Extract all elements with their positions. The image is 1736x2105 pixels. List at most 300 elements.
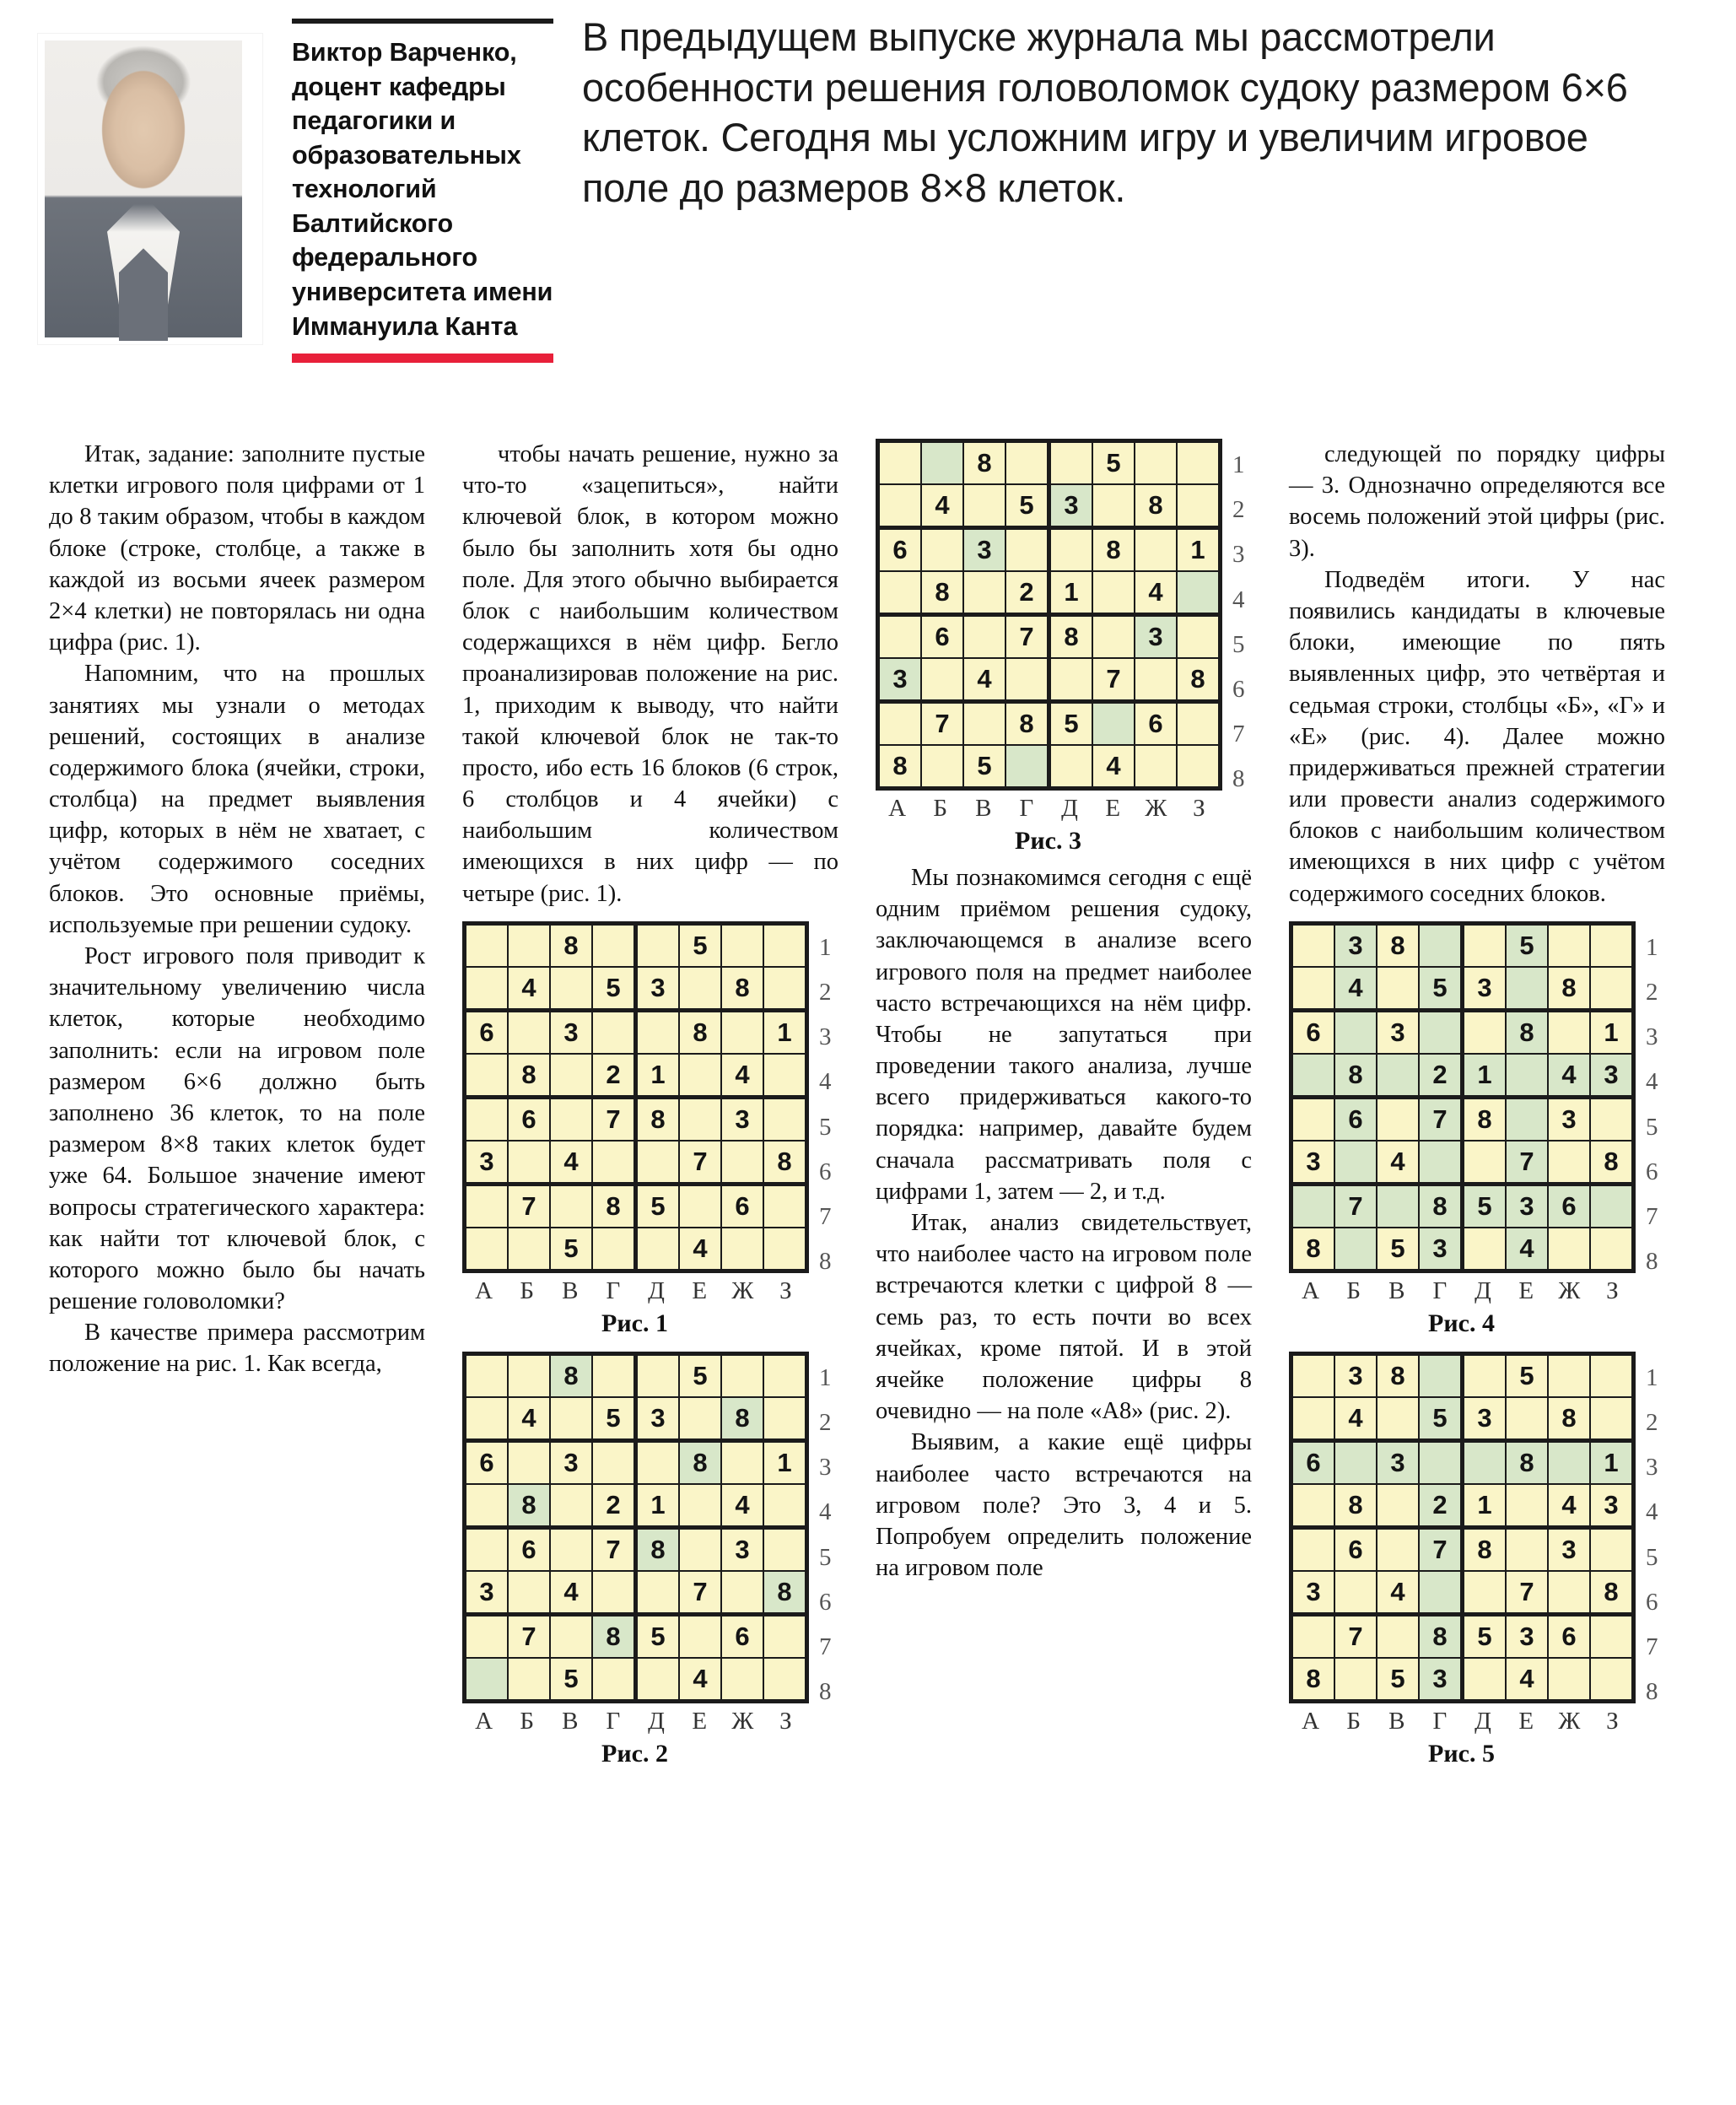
sudoku-cell-Г8[interactable] — [592, 1658, 636, 1702]
sudoku-cell-А3[interactable]: 6 — [465, 1010, 509, 1054]
sudoku-cell-В7[interactable] — [550, 1614, 592, 1658]
sudoku-cell-В6[interactable]: 4 — [1377, 1571, 1419, 1615]
sudoku-cell-В5[interactable] — [1377, 1097, 1419, 1141]
sudoku-cell-А4[interactable] — [465, 1484, 509, 1528]
sudoku-cell-З2[interactable] — [1590, 1397, 1634, 1441]
sudoku-cell-Е4[interactable] — [1092, 571, 1135, 615]
sudoku-cell-Е3[interactable]: 8 — [1506, 1440, 1548, 1484]
sudoku-cell-Б5[interactable]: 6 — [1334, 1097, 1377, 1141]
sudoku-cell-Ж1[interactable] — [1548, 923, 1590, 967]
sudoku-cell-Д1[interactable] — [1463, 923, 1507, 967]
sudoku-cell-Г4[interactable]: 2 — [1005, 571, 1049, 615]
sudoku-cell-Д3[interactable] — [1463, 1010, 1507, 1054]
sudoku-cell-З8[interactable] — [763, 1228, 807, 1271]
sudoku-cell-З6[interactable]: 8 — [1590, 1571, 1634, 1615]
sudoku-cell-З2[interactable] — [1177, 484, 1221, 528]
sudoku-cell-А7[interactable] — [1291, 1184, 1335, 1228]
sudoku-cell-Г4[interactable]: 2 — [1419, 1484, 1463, 1528]
sudoku-cell-В3[interactable]: 3 — [1377, 1440, 1419, 1484]
sudoku-cell-Ж4[interactable]: 4 — [1548, 1054, 1590, 1098]
sudoku-cell-А6[interactable]: 3 — [465, 1571, 509, 1615]
sudoku-cell-В8[interactable]: 5 — [1377, 1228, 1419, 1271]
sudoku-cell-Ж3[interactable] — [721, 1440, 763, 1484]
sudoku-cell-А2[interactable] — [1291, 967, 1335, 1011]
sudoku-cell-Ж2[interactable]: 8 — [721, 967, 763, 1011]
sudoku-cell-Б3[interactable] — [1334, 1010, 1377, 1054]
sudoku-cell-В5[interactable] — [1377, 1527, 1419, 1571]
sudoku-cell-А6[interactable]: 3 — [1291, 1141, 1335, 1185]
sudoku-cell-Б7[interactable]: 7 — [921, 702, 963, 746]
sudoku-cell-Б3[interactable] — [1334, 1440, 1377, 1484]
sudoku-cell-Б4[interactable]: 8 — [1334, 1484, 1377, 1528]
sudoku-cell-Г7[interactable]: 8 — [1005, 702, 1049, 746]
sudoku-cell-Д4[interactable]: 1 — [1463, 1484, 1507, 1528]
sudoku-cell-Е2[interactable] — [1092, 484, 1135, 528]
sudoku-cell-Ж7[interactable]: 6 — [1548, 1184, 1590, 1228]
sudoku-cell-Ж1[interactable] — [721, 923, 763, 967]
sudoku-cell-А3[interactable]: 6 — [878, 528, 922, 572]
sudoku-cell-Ж6[interactable] — [1548, 1571, 1590, 1615]
sudoku-cell-Г2[interactable]: 5 — [592, 1397, 636, 1441]
sudoku-cell-А3[interactable]: 6 — [1291, 1440, 1335, 1484]
sudoku-cell-В3[interactable]: 3 — [963, 528, 1005, 572]
sudoku-cell-З5[interactable] — [1177, 615, 1221, 659]
sudoku-cell-З7[interactable] — [763, 1614, 807, 1658]
sudoku-cell-Д2[interactable]: 3 — [636, 1397, 680, 1441]
sudoku-cell-Д6[interactable] — [636, 1571, 680, 1615]
sudoku-cell-Г5[interactable]: 7 — [1419, 1097, 1463, 1141]
sudoku-cell-Е4[interactable] — [679, 1484, 721, 1528]
sudoku-cell-В3[interactable]: 3 — [550, 1010, 592, 1054]
sudoku-cell-Д6[interactable] — [1463, 1571, 1507, 1615]
sudoku-cell-З3[interactable]: 1 — [1590, 1440, 1634, 1484]
sudoku-cell-Ж5[interactable]: 3 — [721, 1527, 763, 1571]
sudoku-cell-В4[interactable] — [550, 1484, 592, 1528]
sudoku-cell-З8[interactable] — [1590, 1658, 1634, 1702]
sudoku-cell-Г3[interactable] — [1419, 1010, 1463, 1054]
sudoku-cell-А7[interactable] — [465, 1184, 509, 1228]
sudoku-cell-Г3[interactable] — [592, 1440, 636, 1484]
sudoku-cell-З2[interactable] — [763, 967, 807, 1011]
sudoku-cell-Е5[interactable] — [1506, 1527, 1548, 1571]
sudoku-cell-З4[interactable] — [763, 1054, 807, 1098]
sudoku-cell-А5[interactable] — [465, 1097, 509, 1141]
sudoku-cell-Ж8[interactable] — [1548, 1658, 1590, 1702]
sudoku-cell-А3[interactable]: 6 — [465, 1440, 509, 1484]
sudoku-cell-В7[interactable] — [963, 702, 1005, 746]
sudoku-cell-Б8[interactable] — [508, 1228, 550, 1271]
sudoku-cell-Б6[interactable] — [1334, 1571, 1377, 1615]
sudoku-cell-Е3[interactable]: 8 — [1092, 528, 1135, 572]
sudoku-cell-Ж3[interactable] — [721, 1010, 763, 1054]
sudoku-cell-Б3[interactable] — [508, 1440, 550, 1484]
sudoku-cell-Г6[interactable] — [1419, 1141, 1463, 1185]
sudoku-cell-Г8[interactable] — [1005, 745, 1049, 789]
sudoku-cell-З5[interactable] — [1590, 1097, 1634, 1141]
sudoku-cell-Е8[interactable]: 4 — [1092, 745, 1135, 789]
sudoku-cell-Е3[interactable]: 8 — [679, 1010, 721, 1054]
sudoku-cell-В7[interactable] — [1377, 1614, 1419, 1658]
sudoku-cell-Ж7[interactable]: 6 — [721, 1184, 763, 1228]
sudoku-cell-Д8[interactable] — [636, 1228, 680, 1271]
sudoku-cell-А8[interactable]: 8 — [1291, 1658, 1335, 1702]
sudoku-cell-Г1[interactable] — [592, 1353, 636, 1397]
sudoku-cell-А5[interactable] — [878, 615, 922, 659]
sudoku-cell-Ж8[interactable] — [721, 1658, 763, 1702]
sudoku-cell-Е2[interactable] — [1506, 1397, 1548, 1441]
sudoku-cell-Д3[interactable] — [1463, 1440, 1507, 1484]
sudoku-cell-А5[interactable] — [465, 1527, 509, 1571]
sudoku-cell-Б8[interactable] — [508, 1658, 550, 1702]
sudoku-cell-З1[interactable] — [1590, 1353, 1634, 1397]
sudoku-cell-В4[interactable] — [1377, 1054, 1419, 1098]
sudoku-cell-Е8[interactable]: 4 — [1506, 1228, 1548, 1271]
sudoku-cell-Д1[interactable] — [1049, 441, 1093, 485]
sudoku-cell-З8[interactable] — [1177, 745, 1221, 789]
sudoku-cell-Б8[interactable] — [921, 745, 963, 789]
sudoku-cell-В8[interactable]: 5 — [550, 1228, 592, 1271]
sudoku-cell-Г4[interactable]: 2 — [592, 1054, 636, 1098]
sudoku-cell-Д6[interactable] — [1049, 658, 1093, 702]
sudoku-cell-Е8[interactable]: 4 — [679, 1228, 721, 1271]
sudoku-cell-В1[interactable]: 8 — [550, 1353, 592, 1397]
sudoku-cell-Д4[interactable]: 1 — [1463, 1054, 1507, 1098]
sudoku-cell-Д8[interactable] — [1463, 1658, 1507, 1702]
sudoku-cell-З4[interactable]: 3 — [1590, 1484, 1634, 1528]
sudoku-cell-Е6[interactable]: 7 — [1506, 1571, 1548, 1615]
sudoku-cell-Е1[interactable]: 5 — [1092, 441, 1135, 485]
sudoku-cell-В2[interactable] — [550, 967, 592, 1011]
sudoku-cell-Б3[interactable] — [921, 528, 963, 572]
sudoku-cell-З4[interactable] — [763, 1484, 807, 1528]
sudoku-cell-З6[interactable]: 8 — [763, 1141, 807, 1185]
sudoku-cell-Г7[interactable]: 8 — [592, 1184, 636, 1228]
sudoku-cell-Б1[interactable] — [508, 1353, 550, 1397]
sudoku-cell-Б5[interactable]: 6 — [508, 1097, 550, 1141]
sudoku-cell-Е7[interactable]: 3 — [1506, 1184, 1548, 1228]
sudoku-cell-З5[interactable] — [763, 1097, 807, 1141]
sudoku-cell-Д7[interactable]: 5 — [636, 1614, 680, 1658]
sudoku-cell-Е4[interactable] — [679, 1054, 721, 1098]
sudoku-cell-Г3[interactable] — [1005, 528, 1049, 572]
sudoku-cell-Б8[interactable] — [1334, 1658, 1377, 1702]
sudoku-cell-Е7[interactable] — [679, 1614, 721, 1658]
sudoku-cell-Г6[interactable] — [592, 1141, 636, 1185]
sudoku-cell-А2[interactable] — [1291, 1397, 1335, 1441]
sudoku-cell-Г4[interactable]: 2 — [592, 1484, 636, 1528]
sudoku-cell-Б7[interactable]: 7 — [508, 1184, 550, 1228]
sudoku-cell-З6[interactable]: 8 — [1177, 658, 1221, 702]
sudoku-cell-А6[interactable]: 3 — [1291, 1571, 1335, 1615]
sudoku-cell-Ж4[interactable]: 4 — [1135, 571, 1177, 615]
sudoku-cell-А1[interactable] — [878, 441, 922, 485]
sudoku-cell-В8[interactable]: 5 — [963, 745, 1005, 789]
sudoku-cell-Б4[interactable]: 8 — [1334, 1054, 1377, 1098]
sudoku-cell-Ж8[interactable] — [721, 1228, 763, 1271]
sudoku-cell-В3[interactable]: 3 — [550, 1440, 592, 1484]
sudoku-cell-Ж8[interactable] — [1135, 745, 1177, 789]
sudoku-cell-З3[interactable]: 1 — [1177, 528, 1221, 572]
sudoku-cell-Г2[interactable]: 5 — [1005, 484, 1049, 528]
sudoku-cell-Д6[interactable] — [1463, 1141, 1507, 1185]
sudoku-cell-Б4[interactable]: 8 — [508, 1484, 550, 1528]
sudoku-cell-А7[interactable] — [1291, 1614, 1335, 1658]
sudoku-cell-Д4[interactable]: 1 — [636, 1054, 680, 1098]
sudoku-cell-Д8[interactable] — [1463, 1228, 1507, 1271]
sudoku-cell-В4[interactable] — [1377, 1484, 1419, 1528]
sudoku-cell-Б2[interactable]: 4 — [1334, 967, 1377, 1011]
sudoku-cell-Д3[interactable] — [636, 1010, 680, 1054]
sudoku-cell-В2[interactable] — [1377, 1397, 1419, 1441]
sudoku-cell-Д2[interactable]: 3 — [1049, 484, 1093, 528]
sudoku-cell-Г3[interactable] — [592, 1010, 636, 1054]
sudoku-cell-Д7[interactable]: 5 — [1463, 1614, 1507, 1658]
sudoku-cell-Д1[interactable] — [1463, 1353, 1507, 1397]
sudoku-cell-Д5[interactable]: 8 — [1463, 1097, 1507, 1141]
sudoku-cell-Б7[interactable]: 7 — [1334, 1184, 1377, 1228]
sudoku-cell-В3[interactable]: 3 — [1377, 1010, 1419, 1054]
sudoku-cell-В2[interactable] — [963, 484, 1005, 528]
sudoku-cell-А5[interactable] — [1291, 1527, 1335, 1571]
sudoku-cell-З5[interactable] — [763, 1527, 807, 1571]
sudoku-cell-Б4[interactable]: 8 — [921, 571, 963, 615]
sudoku-cell-Ж5[interactable]: 3 — [721, 1097, 763, 1141]
sudoku-cell-Д8[interactable] — [636, 1658, 680, 1702]
sudoku-cell-Е5[interactable] — [679, 1097, 721, 1141]
sudoku-cell-В4[interactable] — [550, 1054, 592, 1098]
sudoku-grid-2[interactable] — [462, 1352, 809, 1703]
sudoku-cell-Е5[interactable] — [1506, 1097, 1548, 1141]
sudoku-cell-Е6[interactable]: 7 — [679, 1141, 721, 1185]
sudoku-cell-Д4[interactable]: 1 — [636, 1484, 680, 1528]
sudoku-cell-З8[interactable] — [763, 1658, 807, 1702]
sudoku-cell-Д7[interactable]: 5 — [1049, 702, 1093, 746]
sudoku-cell-Ж3[interactable] — [1548, 1440, 1590, 1484]
sudoku-cell-В1[interactable]: 8 — [1377, 923, 1419, 967]
sudoku-cell-З8[interactable] — [1590, 1228, 1634, 1271]
sudoku-cell-Ж6[interactable] — [721, 1571, 763, 1615]
sudoku-cell-Г8[interactable]: 3 — [1419, 1658, 1463, 1702]
sudoku-cell-З4[interactable] — [1177, 571, 1221, 615]
sudoku-cell-Ж6[interactable] — [721, 1141, 763, 1185]
sudoku-cell-В1[interactable]: 8 — [963, 441, 1005, 485]
sudoku-cell-Ж5[interactable]: 3 — [1548, 1097, 1590, 1141]
sudoku-cell-Г2[interactable]: 5 — [1419, 967, 1463, 1011]
sudoku-cell-В1[interactable]: 8 — [1377, 1353, 1419, 1397]
sudoku-cell-В7[interactable] — [1377, 1184, 1419, 1228]
sudoku-cell-Г1[interactable] — [1005, 441, 1049, 485]
sudoku-cell-Г8[interactable]: 3 — [1419, 1228, 1463, 1271]
sudoku-cell-Е2[interactable] — [679, 967, 721, 1011]
sudoku-cell-Г8[interactable] — [592, 1228, 636, 1271]
sudoku-cell-Ж4[interactable]: 4 — [721, 1054, 763, 1098]
sudoku-cell-Д3[interactable] — [636, 1440, 680, 1484]
sudoku-cell-В6[interactable]: 4 — [550, 1571, 592, 1615]
sudoku-cell-Б6[interactable] — [508, 1141, 550, 1185]
sudoku-cell-Г5[interactable]: 7 — [1419, 1527, 1463, 1571]
sudoku-cell-А8[interactable] — [465, 1228, 509, 1271]
sudoku-cell-Г5[interactable]: 7 — [592, 1097, 636, 1141]
sudoku-cell-З7[interactable] — [1590, 1184, 1634, 1228]
sudoku-cell-Ж2[interactable]: 8 — [1135, 484, 1177, 528]
sudoku-cell-Д7[interactable]: 5 — [1463, 1184, 1507, 1228]
sudoku-cell-З3[interactable]: 1 — [1590, 1010, 1634, 1054]
sudoku-cell-Е3[interactable]: 8 — [679, 1440, 721, 1484]
sudoku-cell-А6[interactable]: 3 — [878, 658, 922, 702]
sudoku-cell-З2[interactable] — [763, 1397, 807, 1441]
sudoku-cell-Е1[interactable]: 5 — [1506, 923, 1548, 967]
sudoku-cell-Е7[interactable] — [1092, 702, 1135, 746]
sudoku-cell-З1[interactable] — [1177, 441, 1221, 485]
sudoku-cell-В1[interactable]: 8 — [550, 923, 592, 967]
sudoku-cell-А1[interactable] — [1291, 1353, 1335, 1397]
sudoku-cell-В5[interactable] — [963, 615, 1005, 659]
sudoku-cell-Б6[interactable] — [508, 1571, 550, 1615]
sudoku-cell-Ж2[interactable]: 8 — [1548, 1397, 1590, 1441]
sudoku-cell-А8[interactable]: 8 — [1291, 1228, 1335, 1271]
sudoku-cell-Ж3[interactable] — [1548, 1010, 1590, 1054]
sudoku-cell-А7[interactable] — [465, 1614, 509, 1658]
sudoku-cell-Г1[interactable] — [1419, 1353, 1463, 1397]
sudoku-cell-Ж3[interactable] — [1135, 528, 1177, 572]
sudoku-cell-В8[interactable]: 5 — [1377, 1658, 1419, 1702]
sudoku-cell-Е8[interactable]: 4 — [1506, 1658, 1548, 1702]
sudoku-cell-В6[interactable]: 4 — [963, 658, 1005, 702]
sudoku-cell-Е2[interactable] — [1506, 967, 1548, 1011]
sudoku-cell-З4[interactable]: 3 — [1590, 1054, 1634, 1098]
sudoku-cell-Б6[interactable] — [921, 658, 963, 702]
sudoku-cell-З6[interactable]: 8 — [1590, 1141, 1634, 1185]
sudoku-cell-Д4[interactable]: 1 — [1049, 571, 1093, 615]
sudoku-cell-В7[interactable] — [550, 1184, 592, 1228]
sudoku-cell-Е1[interactable]: 5 — [1506, 1353, 1548, 1397]
sudoku-cell-З7[interactable] — [763, 1184, 807, 1228]
sudoku-cell-А7[interactable] — [878, 702, 922, 746]
sudoku-cell-А1[interactable] — [1291, 923, 1335, 967]
sudoku-cell-Е4[interactable] — [1506, 1484, 1548, 1528]
sudoku-cell-Б2[interactable]: 4 — [1334, 1397, 1377, 1441]
sudoku-cell-Е6[interactable]: 7 — [1506, 1141, 1548, 1185]
sudoku-cell-Е5[interactable] — [679, 1527, 721, 1571]
sudoku-cell-Е6[interactable]: 7 — [679, 1571, 721, 1615]
sudoku-cell-Ж6[interactable] — [1135, 658, 1177, 702]
sudoku-cell-Б4[interactable]: 8 — [508, 1054, 550, 1098]
sudoku-cell-Г7[interactable]: 8 — [1419, 1614, 1463, 1658]
sudoku-cell-Д3[interactable] — [1049, 528, 1093, 572]
sudoku-cell-Б5[interactable]: 6 — [1334, 1527, 1377, 1571]
sudoku-cell-А3[interactable]: 6 — [1291, 1010, 1335, 1054]
sudoku-cell-Ж1[interactable] — [1548, 1353, 1590, 1397]
sudoku-cell-Е4[interactable] — [1506, 1054, 1548, 1098]
sudoku-cell-В5[interactable] — [550, 1527, 592, 1571]
sudoku-cell-Ж7[interactable]: 6 — [721, 1614, 763, 1658]
sudoku-cell-Б1[interactable] — [508, 923, 550, 967]
sudoku-cell-Е7[interactable] — [679, 1184, 721, 1228]
sudoku-cell-Д5[interactable]: 8 — [1049, 615, 1093, 659]
sudoku-grid-5[interactable] — [1289, 1352, 1636, 1703]
sudoku-cell-Б7[interactable]: 7 — [508, 1614, 550, 1658]
sudoku-cell-Б6[interactable] — [1334, 1141, 1377, 1185]
sudoku-cell-З3[interactable]: 1 — [763, 1440, 807, 1484]
sudoku-cell-З3[interactable]: 1 — [763, 1010, 807, 1054]
sudoku-cell-Г1[interactable] — [1419, 923, 1463, 967]
sudoku-cell-Д8[interactable] — [1049, 745, 1093, 789]
sudoku-cell-З2[interactable] — [1590, 967, 1634, 1011]
sudoku-cell-В6[interactable]: 4 — [550, 1141, 592, 1185]
sudoku-cell-Д2[interactable]: 3 — [636, 967, 680, 1011]
sudoku-cell-Д6[interactable] — [636, 1141, 680, 1185]
sudoku-cell-З1[interactable] — [763, 1353, 807, 1397]
sudoku-cell-Б2[interactable]: 4 — [921, 484, 963, 528]
sudoku-cell-Д5[interactable]: 8 — [1463, 1527, 1507, 1571]
sudoku-cell-Ж7[interactable]: 6 — [1548, 1614, 1590, 1658]
sudoku-cell-А4[interactable] — [1291, 1484, 1335, 1528]
sudoku-cell-Г4[interactable]: 2 — [1419, 1054, 1463, 1098]
sudoku-cell-Г1[interactable] — [592, 923, 636, 967]
sudoku-cell-Е8[interactable]: 4 — [679, 1658, 721, 1702]
sudoku-cell-Е5[interactable] — [1092, 615, 1135, 659]
sudoku-cell-А4[interactable] — [1291, 1054, 1335, 1098]
sudoku-cell-Е3[interactable]: 8 — [1506, 1010, 1548, 1054]
sudoku-cell-А5[interactable] — [1291, 1097, 1335, 1141]
sudoku-cell-Б1[interactable]: 3 — [1334, 1353, 1377, 1397]
sudoku-cell-З6[interactable]: 8 — [763, 1571, 807, 1615]
sudoku-cell-Ж4[interactable]: 4 — [721, 1484, 763, 1528]
sudoku-cell-А8[interactable]: 8 — [878, 745, 922, 789]
sudoku-cell-Г3[interactable] — [1419, 1440, 1463, 1484]
sudoku-cell-Г2[interactable]: 5 — [1419, 1397, 1463, 1441]
sudoku-cell-Б7[interactable]: 7 — [1334, 1614, 1377, 1658]
sudoku-cell-Г7[interactable]: 8 — [1419, 1184, 1463, 1228]
sudoku-cell-Ж6[interactable] — [1548, 1141, 1590, 1185]
sudoku-cell-Б5[interactable]: 6 — [921, 615, 963, 659]
sudoku-cell-З5[interactable] — [1590, 1527, 1634, 1571]
sudoku-cell-Г5[interactable]: 7 — [592, 1527, 636, 1571]
sudoku-cell-Д5[interactable]: 8 — [636, 1527, 680, 1571]
sudoku-cell-Б5[interactable]: 6 — [508, 1527, 550, 1571]
sudoku-cell-Б2[interactable]: 4 — [508, 967, 550, 1011]
sudoku-cell-З1[interactable] — [1590, 923, 1634, 967]
sudoku-cell-Г6[interactable] — [1419, 1571, 1463, 1615]
sudoku-cell-А1[interactable] — [465, 1353, 509, 1397]
sudoku-cell-Ж4[interactable]: 4 — [1548, 1484, 1590, 1528]
sudoku-cell-В6[interactable]: 4 — [1377, 1141, 1419, 1185]
sudoku-cell-Ж7[interactable]: 6 — [1135, 702, 1177, 746]
sudoku-cell-Г6[interactable] — [1005, 658, 1049, 702]
sudoku-cell-А2[interactable] — [465, 1397, 509, 1441]
sudoku-cell-В2[interactable] — [1377, 967, 1419, 1011]
sudoku-cell-Е1[interactable]: 5 — [679, 923, 721, 967]
sudoku-cell-Д1[interactable] — [636, 1353, 680, 1397]
sudoku-grid-4[interactable] — [1289, 921, 1636, 1273]
sudoku-cell-А2[interactable] — [465, 967, 509, 1011]
sudoku-cell-Ж8[interactable] — [1548, 1228, 1590, 1271]
sudoku-cell-Д1[interactable] — [636, 923, 680, 967]
sudoku-cell-Д7[interactable]: 5 — [636, 1184, 680, 1228]
sudoku-cell-Б3[interactable] — [508, 1010, 550, 1054]
sudoku-cell-В5[interactable] — [550, 1097, 592, 1141]
sudoku-cell-А1[interactable] — [465, 923, 509, 967]
sudoku-grid-1[interactable] — [462, 921, 809, 1273]
sudoku-cell-А4[interactable] — [465, 1054, 509, 1098]
sudoku-cell-Г7[interactable]: 8 — [592, 1614, 636, 1658]
sudoku-cell-Б1[interactable] — [921, 441, 963, 485]
sudoku-cell-В2[interactable] — [550, 1397, 592, 1441]
sudoku-cell-Б1[interactable]: 3 — [1334, 923, 1377, 967]
sudoku-cell-Ж2[interactable]: 8 — [721, 1397, 763, 1441]
sudoku-cell-А4[interactable] — [878, 571, 922, 615]
sudoku-cell-В8[interactable]: 5 — [550, 1658, 592, 1702]
